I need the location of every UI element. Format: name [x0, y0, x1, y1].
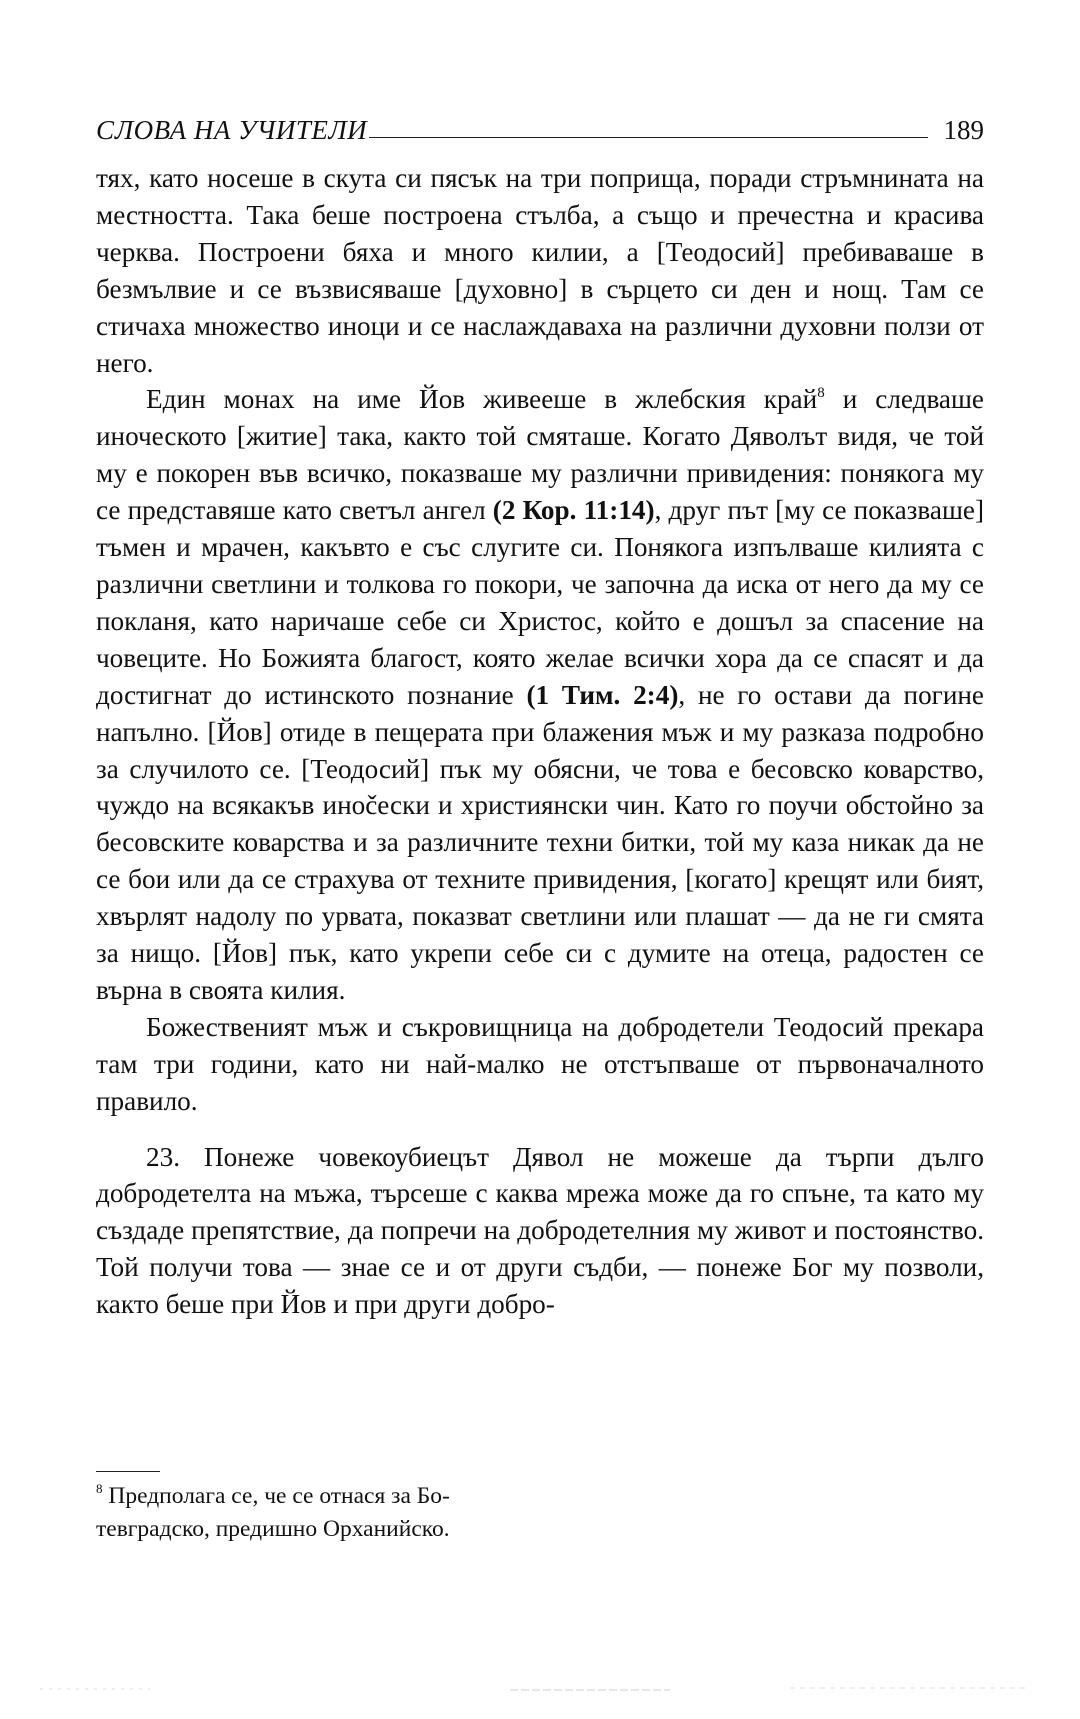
footnote-text	[96, 1480, 526, 1546]
scan-artifact	[30, 1681, 1050, 1695]
paragraph-section-23: 23. Понеже човекоубиецът Дявол не можеше да търпи дълго добродетелта на мъжа, търсеше с каква мрежа може да го спъне, та като му създаде препятствие, да попречи на добродетелния му живот и постоянство. Той получи това — знае се и от други съдби, — понеже Бог му позволи, както беше при Йов и при други добро-	[96, 1141, 984, 1320]
book-page	[96, 0, 984, 1719]
footnote-marker: 8	[96, 1481, 103, 1496]
paragraph-text: , не го остави да погине напълно. [Йов] отиде в пещерата при блажения мъж и му разказа подробно за случилото се. [Теодосий] пък му обясни, че това е бесовско коварство, чуждо на всякакъв инočески и християнски чин. Като го поучи обстойно за бесовските коварства и за различните техни битки, той му каза никак да не се бои или да се страхува от техните привидения, [когато] крещят или бият, хвърлят надолу по урвата, показват светлини или плашат — да не ги смята за нищо. [Йов] пък, като укрепи себе си с думите на отеца, радостен се върна в своята килия.	[96, 679, 984, 1005]
paragraph-job	[96, 381, 984, 1008]
page-number: 189	[943, 115, 984, 145]
footnote-rule	[96, 1471, 160, 1472]
body-text	[96, 160, 984, 1323]
header-rule	[369, 137, 927, 138]
paragraph-text: , друг път [му се показваше] тъмен и мрачен, какъвто е със слугите си. Понякога изпълваше килията с различни светлини и толкова го покори, че започна да иска от него да му се покланя, като наричаше себе си Христос, който е дошъл за спасение на човеците. Но Божията благост, която желае всички хора да се спасят и да достигнат до истинското познание	[96, 495, 985, 710]
paragraph-theodosius: Божественият мъж и съкровищница на добродетели Теодосий прекара там три години, като ни най-малко не отстъпваше от първоначалното правило.	[96, 1011, 984, 1116]
running-title: СЛОВА НА УЧИТЕЛИ	[96, 115, 368, 145]
footnote-reference: 8	[817, 385, 825, 402]
footnote	[96, 1480, 526, 1546]
footnote-body: Предполага се, че се отнася за Ботевградско, предишно Орханийско.	[96, 1483, 450, 1542]
scripture-reference: (2 Кор. 11:14)	[492, 495, 655, 526]
paragraph-continued: тях, като носеше в скута си пясък на три поприща, поради стръмнината на местността. Така беше построена стълба, а също и пречестна и красива черква. Построени бяха и много килии, а [Теодосий] пребиваваше в безмълвие и се възвисяваше [духовно] в сърцето си ден и нощ. Там се стичаха множество иноци и се наслаждаваха на различни духовни ползи от него.	[96, 163, 984, 378]
running-head	[96, 104, 984, 144]
paragraph-text: и следваше иноческото [житие] така, както той смяташе. Когато Дяволът видя, че той му е покорен във всичко, показваше му различни привидения: понякога му се представяше като светъл ангел	[96, 384, 984, 526]
scripture-reference: (1 Тим. 2:4)	[526, 679, 679, 710]
paragraph-text: Един монах на име Йов живееше в жлебския край	[146, 384, 818, 415]
